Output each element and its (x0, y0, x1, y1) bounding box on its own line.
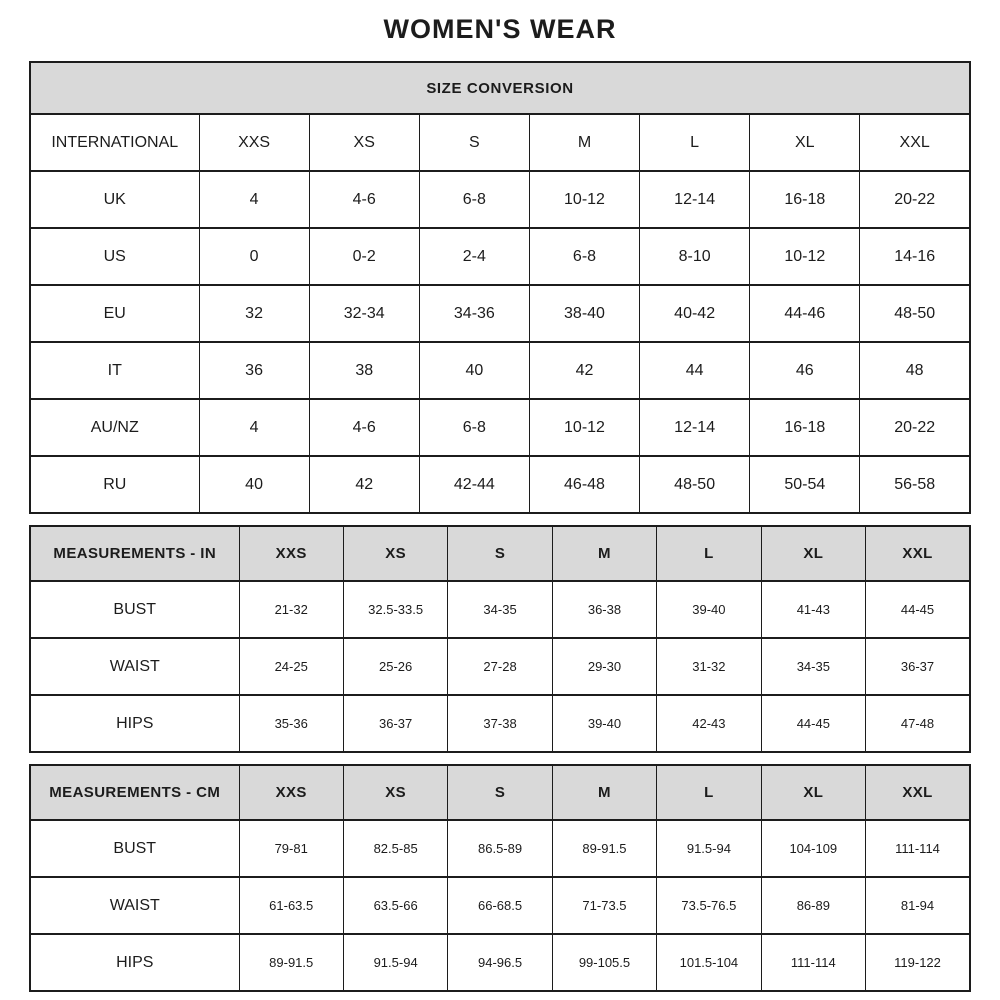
size-cell: 4-6 (309, 399, 419, 456)
measure-cell: 89-91.5 (552, 820, 656, 877)
size-cell: 40 (419, 342, 529, 399)
size-cell: 46-48 (529, 456, 639, 513)
size-cell: 32 (199, 285, 309, 342)
row-label-aunz: AU/NZ (30, 399, 199, 456)
measure-cell: 39-40 (657, 581, 761, 638)
table-row-waist-in (30, 638, 970, 695)
column-header-xxl: XXL (860, 114, 970, 171)
measurements-cm-title: MEASUREMENTS - CM (30, 765, 239, 820)
row-label-bust: BUST (30, 581, 239, 638)
measure-cell: 86-89 (761, 877, 865, 934)
size-cell: 12-14 (640, 171, 750, 228)
measure-cell: 119-122 (866, 934, 970, 991)
size-conversion-banner: SIZE CONVERSION (30, 62, 970, 114)
size-cell: 0-2 (309, 228, 419, 285)
measure-cell: 34-35 (761, 638, 865, 695)
size-cell: 6-8 (419, 171, 529, 228)
measure-cell: 81-94 (866, 877, 970, 934)
column-header-xl: XL (761, 526, 865, 581)
measure-cell: 21-32 (239, 581, 343, 638)
measure-cell: 82.5-85 (343, 820, 447, 877)
table-row-ru (30, 456, 970, 513)
measure-cell: 32.5-33.5 (343, 581, 447, 638)
size-cell: 4-6 (309, 171, 419, 228)
measurements-cm-header-row (30, 765, 970, 820)
size-cell: 4 (199, 171, 309, 228)
table-row-eu (30, 285, 970, 342)
measure-cell: 36-37 (343, 695, 447, 752)
table-row-it (30, 342, 970, 399)
size-cell: 48-50 (860, 285, 970, 342)
size-cell: 4 (199, 399, 309, 456)
table-row-aunz (30, 399, 970, 456)
size-cell: 50-54 (750, 456, 860, 513)
size-cell: 16-18 (750, 171, 860, 228)
measure-cell: 61-63.5 (239, 877, 343, 934)
size-cell: 40 (199, 456, 309, 513)
column-header-m: M (552, 765, 656, 820)
row-label-waist: WAIST (30, 638, 239, 695)
size-cell: 42-44 (419, 456, 529, 513)
size-cell: 10-12 (529, 399, 639, 456)
measure-cell: 36-37 (866, 638, 970, 695)
size-cell: 46 (750, 342, 860, 399)
column-header-m: M (552, 526, 656, 581)
size-cell: 40-42 (640, 285, 750, 342)
measurements-in-title: MEASUREMENTS - IN (30, 526, 239, 581)
size-cell: 10-12 (750, 228, 860, 285)
size-conversion-header-row (30, 114, 970, 171)
column-header-xs: XS (309, 114, 419, 171)
measure-cell: 111-114 (866, 820, 970, 877)
row-label-eu: EU (30, 285, 199, 342)
size-cell: 44-46 (750, 285, 860, 342)
table-row-hips-cm (30, 934, 970, 991)
measure-cell: 44-45 (866, 581, 970, 638)
column-header-xxs: XXS (239, 526, 343, 581)
size-cell: 2-4 (419, 228, 529, 285)
measure-cell: 94-96.5 (448, 934, 552, 991)
row-label-uk: UK (30, 171, 199, 228)
row-label-waist: WAIST (30, 877, 239, 934)
measure-cell: 29-30 (552, 638, 656, 695)
measurements-in-header-row (30, 526, 970, 581)
measure-cell: 42-43 (657, 695, 761, 752)
row-label-it: IT (30, 342, 199, 399)
measure-cell: 36-38 (552, 581, 656, 638)
column-header-xl: XL (750, 114, 860, 171)
measure-cell: 24-25 (239, 638, 343, 695)
size-cell: 12-14 (640, 399, 750, 456)
column-header-xxs: XXS (239, 765, 343, 820)
measure-cell: 35-36 (239, 695, 343, 752)
row-label-hips: HIPS (30, 695, 239, 752)
measurements-in-table (29, 525, 971, 753)
size-cell: 48 (860, 342, 970, 399)
size-cell: 44 (640, 342, 750, 399)
column-header-l: L (657, 526, 761, 581)
size-cell: 10-12 (529, 171, 639, 228)
size-cell: 16-18 (750, 399, 860, 456)
column-header-m: M (529, 114, 639, 171)
column-header-s: S (448, 765, 552, 820)
measure-cell: 91.5-94 (343, 934, 447, 991)
measure-cell: 101.5-104 (657, 934, 761, 991)
column-header-international: INTERNATIONAL (30, 114, 199, 171)
measure-cell: 89-91.5 (239, 934, 343, 991)
measure-cell: 31-32 (657, 638, 761, 695)
size-cell: 56-58 (860, 456, 970, 513)
size-cell: 42 (529, 342, 639, 399)
size-conversion-banner-row (30, 62, 970, 114)
column-header-s: S (419, 114, 529, 171)
measure-cell: 41-43 (761, 581, 865, 638)
page-title: WOMEN'S WEAR (383, 14, 617, 44)
table-row-bust-cm (30, 820, 970, 877)
size-cell: 48-50 (640, 456, 750, 513)
size-chart-page (29, 0, 971, 992)
measurements-cm-table (29, 764, 971, 992)
measure-cell: 39-40 (552, 695, 656, 752)
table-row-uk (30, 171, 970, 228)
column-header-xxl: XXL (866, 765, 970, 820)
size-conversion-table (29, 61, 971, 514)
measure-cell: 63.5-66 (343, 877, 447, 934)
row-label-hips: HIPS (30, 934, 239, 991)
measure-cell: 79-81 (239, 820, 343, 877)
table-row-bust-in (30, 581, 970, 638)
size-cell: 32-34 (309, 285, 419, 342)
size-cell: 38 (309, 342, 419, 399)
measure-cell: 34-35 (448, 581, 552, 638)
table-row-us (30, 228, 970, 285)
size-cell: 38-40 (529, 285, 639, 342)
measure-cell: 27-28 (448, 638, 552, 695)
column-header-l: L (657, 765, 761, 820)
size-cell: 36 (199, 342, 309, 399)
measure-cell: 111-114 (761, 934, 865, 991)
size-cell: 34-36 (419, 285, 529, 342)
measure-cell: 73.5-76.5 (657, 877, 761, 934)
measure-cell: 104-109 (761, 820, 865, 877)
measure-cell: 25-26 (343, 638, 447, 695)
column-header-xl: XL (761, 765, 865, 820)
table-row-waist-cm (30, 877, 970, 934)
size-cell: 20-22 (860, 171, 970, 228)
column-header-s: S (448, 526, 552, 581)
table-row-hips-in (30, 695, 970, 752)
column-header-l: L (640, 114, 750, 171)
size-cell: 42 (309, 456, 419, 513)
size-cell: 6-8 (529, 228, 639, 285)
column-header-xxs: XXS (199, 114, 309, 171)
measure-cell: 47-48 (866, 695, 970, 752)
measure-cell: 91.5-94 (657, 820, 761, 877)
column-header-xxl: XXL (866, 526, 970, 581)
size-cell: 6-8 (419, 399, 529, 456)
size-cell: 0 (199, 228, 309, 285)
measure-cell: 99-105.5 (552, 934, 656, 991)
measure-cell: 86.5-89 (448, 820, 552, 877)
row-label-us: US (30, 228, 199, 285)
row-label-ru: RU (30, 456, 199, 513)
size-cell: 14-16 (860, 228, 970, 285)
measure-cell: 37-38 (448, 695, 552, 752)
measure-cell: 71-73.5 (552, 877, 656, 934)
size-cell: 20-22 (860, 399, 970, 456)
size-cell: 8-10 (640, 228, 750, 285)
column-header-xs: XS (343, 765, 447, 820)
measure-cell: 44-45 (761, 695, 865, 752)
measure-cell: 66-68.5 (448, 877, 552, 934)
column-header-xs: XS (343, 526, 447, 581)
row-label-bust: BUST (30, 820, 239, 877)
